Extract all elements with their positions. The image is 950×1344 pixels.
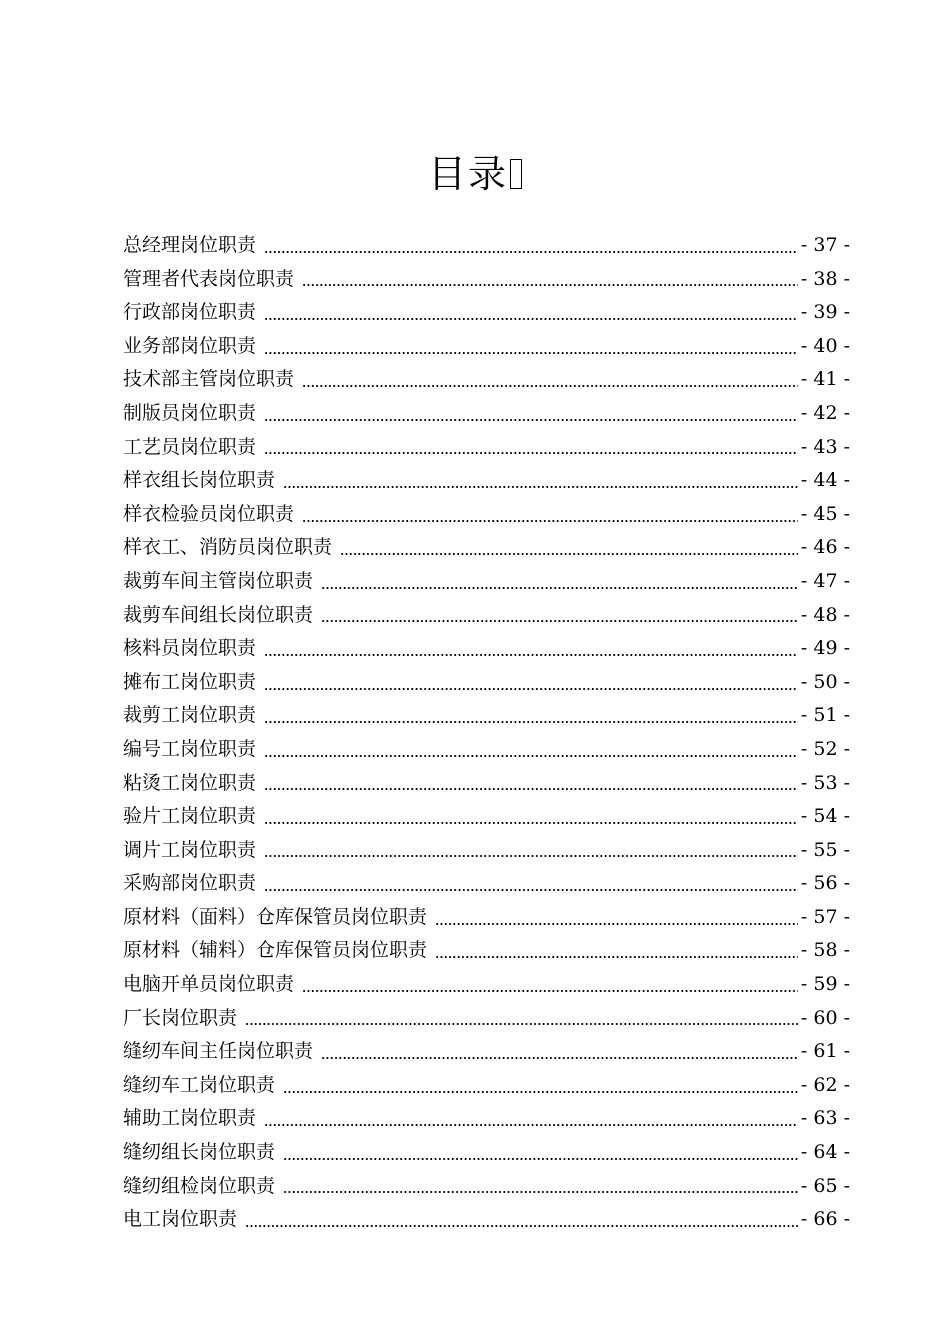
dot-leader (264, 1123, 798, 1127)
toc-entry-page-number: - 51 - (800, 704, 850, 727)
toc-entry-title: 裁剪车间主管岗位职责 (123, 569, 314, 592)
toc-entry[interactable] (123, 1069, 850, 1103)
toc-entry-title: 管理者代表岗位职责 (123, 267, 295, 290)
dot-leader (283, 1090, 798, 1094)
dot-leader (264, 317, 798, 321)
toc-entry-page-number: - 56 - (800, 872, 850, 895)
page-title-text: 目录 (427, 152, 508, 196)
toc-entry[interactable] (123, 1002, 850, 1036)
toc-entry-title: 缝纫组长岗位职责 (123, 1141, 276, 1164)
toc-entry[interactable] (123, 901, 850, 935)
dot-leader (264, 351, 798, 355)
toc-entry-page-number: - 38 - (800, 267, 850, 290)
dot-leader (321, 586, 798, 590)
toc-entry[interactable] (123, 464, 850, 498)
toc-entry-page-number: - 42 - (800, 401, 850, 424)
toc-entry-title: 原材料（面料）仓库保管员岗位职责 (123, 905, 428, 928)
toc-entry-title: 摊布工岗位职责 (123, 670, 257, 693)
toc-entry-title: 样衣组长岗位职责 (123, 469, 276, 492)
toc-entry-title: 调片工岗位职责 (123, 838, 257, 861)
toc-entry[interactable] (123, 263, 850, 297)
toc-entry-title: 样衣工、消防员岗位职责 (123, 536, 333, 559)
toc-entry[interactable] (123, 968, 850, 1002)
toc-entry[interactable] (123, 531, 850, 565)
toc-entry[interactable] (123, 1203, 850, 1237)
toc-entry[interactable] (123, 800, 850, 834)
toc-entry-page-number: - 50 - (800, 670, 850, 693)
dot-leader (264, 821, 798, 825)
toc-entry-title: 电工岗位职责 (123, 1208, 238, 1231)
dot-leader (283, 1157, 798, 1161)
toc-entry-title: 裁剪车间组长岗位职责 (123, 603, 314, 626)
dot-leader (264, 720, 798, 724)
toc-entry-title: 厂长岗位职责 (123, 1006, 238, 1029)
toc-entry-page-number: - 45 - (800, 502, 850, 525)
dot-leader (245, 1022, 798, 1026)
toc-entry-title: 样衣检验员岗位职责 (123, 502, 295, 525)
toc-entry-page-number: - 43 - (800, 435, 850, 458)
toc-entry-title: 工艺员岗位职责 (123, 435, 257, 458)
dot-leader (264, 250, 798, 254)
toc-entry[interactable] (123, 1136, 850, 1170)
missing-glyph-icon (510, 159, 522, 189)
toc-entry-page-number: - 47 - (800, 569, 850, 592)
dot-leader (302, 384, 798, 388)
dot-leader (435, 955, 798, 959)
toc-entry-title: 验片工岗位职责 (123, 805, 257, 828)
toc-entry-title: 辅助工岗位职责 (123, 1107, 257, 1130)
toc-entry-title: 缝纫车工岗位职责 (123, 1073, 276, 1096)
toc-entry-title: 技术部主管岗位职责 (123, 368, 295, 391)
toc-entry[interactable] (123, 296, 850, 330)
toc-entry[interactable] (123, 565, 850, 599)
dot-leader (302, 989, 798, 993)
dot-leader (264, 653, 798, 657)
toc-entry-page-number: - 59 - (800, 973, 850, 996)
toc-entry[interactable] (123, 767, 850, 801)
toc-entry-page-number: - 66 - (800, 1208, 850, 1231)
toc-entry[interactable] (123, 934, 850, 968)
toc-entry-page-number: - 49 - (800, 637, 850, 660)
toc-entry-page-number: - 63 - (800, 1107, 850, 1130)
toc-entry-page-number: - 64 - (800, 1141, 850, 1164)
dot-leader (302, 519, 798, 523)
page-title (0, 148, 950, 200)
toc-entry-title: 核料员岗位职责 (123, 637, 257, 660)
toc-entry-title: 原材料（辅料）仓库保管员岗位职责 (123, 939, 428, 962)
toc-entry[interactable] (123, 666, 850, 700)
toc-entry-title: 编号工岗位职责 (123, 737, 257, 760)
toc-entry[interactable] (123, 498, 850, 532)
toc-entry[interactable] (123, 867, 850, 901)
toc-entry-page-number: - 58 - (800, 939, 850, 962)
dot-leader (264, 888, 798, 892)
toc-entry-page-number: - 46 - (800, 536, 850, 559)
toc-entry-page-number: - 54 - (800, 805, 850, 828)
dot-leader (264, 854, 798, 858)
toc-entry[interactable] (123, 397, 850, 431)
toc-entry-page-number: - 48 - (800, 603, 850, 626)
dot-leader (321, 1056, 798, 1060)
dot-leader (264, 787, 798, 791)
toc-entry-title: 裁剪工岗位职责 (123, 704, 257, 727)
toc-entry[interactable] (123, 599, 850, 633)
toc-entry-title: 电脑开单员岗位职责 (123, 973, 295, 996)
toc-entry[interactable] (123, 229, 850, 263)
toc-entry-title: 粘烫工岗位职责 (123, 771, 257, 794)
toc-entry-page-number: - 60 - (800, 1006, 850, 1029)
toc-entry[interactable] (123, 632, 850, 666)
dot-leader (264, 418, 798, 422)
toc-entry-page-number: - 52 - (800, 737, 850, 760)
toc-entry-page-number: - 39 - (800, 301, 850, 324)
toc-entry-title: 缝纫组检岗位职责 (123, 1174, 276, 1197)
toc-entry[interactable] (123, 363, 850, 397)
toc-entry-page-number: - 40 - (800, 334, 850, 357)
toc-entry-page-number: - 41 - (800, 368, 850, 391)
table-of-contents (123, 229, 850, 1237)
toc-entry[interactable] (123, 1170, 850, 1204)
dot-leader (264, 754, 798, 758)
toc-entry[interactable] (123, 431, 850, 465)
dot-leader (283, 485, 798, 489)
toc-entry-title: 缝纫车间主任岗位职责 (123, 1040, 314, 1063)
toc-entry[interactable] (123, 834, 850, 868)
toc-entry[interactable] (123, 733, 850, 767)
toc-entry[interactable] (123, 1102, 850, 1136)
toc-entry-page-number: - 65 - (800, 1174, 850, 1197)
toc-entry[interactable] (123, 699, 850, 733)
dot-leader (321, 619, 798, 623)
dot-leader (245, 1224, 798, 1228)
dot-leader (435, 922, 798, 926)
toc-entry-page-number: - 61 - (800, 1040, 850, 1063)
toc-entry-title: 业务部岗位职责 (123, 334, 257, 357)
dot-leader (340, 552, 798, 556)
toc-entry-page-number: - 44 - (800, 469, 850, 492)
toc-entry-title: 行政部岗位职责 (123, 301, 257, 324)
toc-entry[interactable] (123, 330, 850, 364)
toc-entry-title: 总经理岗位职责 (123, 234, 257, 256)
dot-leader (283, 1190, 798, 1194)
toc-entry-title: 制版员岗位职责 (123, 401, 257, 424)
toc-entry-page-number: - 53 - (800, 771, 850, 794)
toc-entry-page-number: - 62 - (800, 1073, 850, 1096)
toc-entry-page-number: - 57 - (800, 905, 850, 928)
toc-entry-page-number: - 37 - (800, 234, 850, 256)
dot-leader (264, 451, 798, 455)
toc-entry-page-number: - 55 - (800, 838, 850, 861)
toc-entry[interactable] (123, 1035, 850, 1069)
dot-leader (302, 283, 798, 287)
dot-leader (264, 687, 798, 691)
toc-entry-title: 采购部岗位职责 (123, 872, 257, 895)
